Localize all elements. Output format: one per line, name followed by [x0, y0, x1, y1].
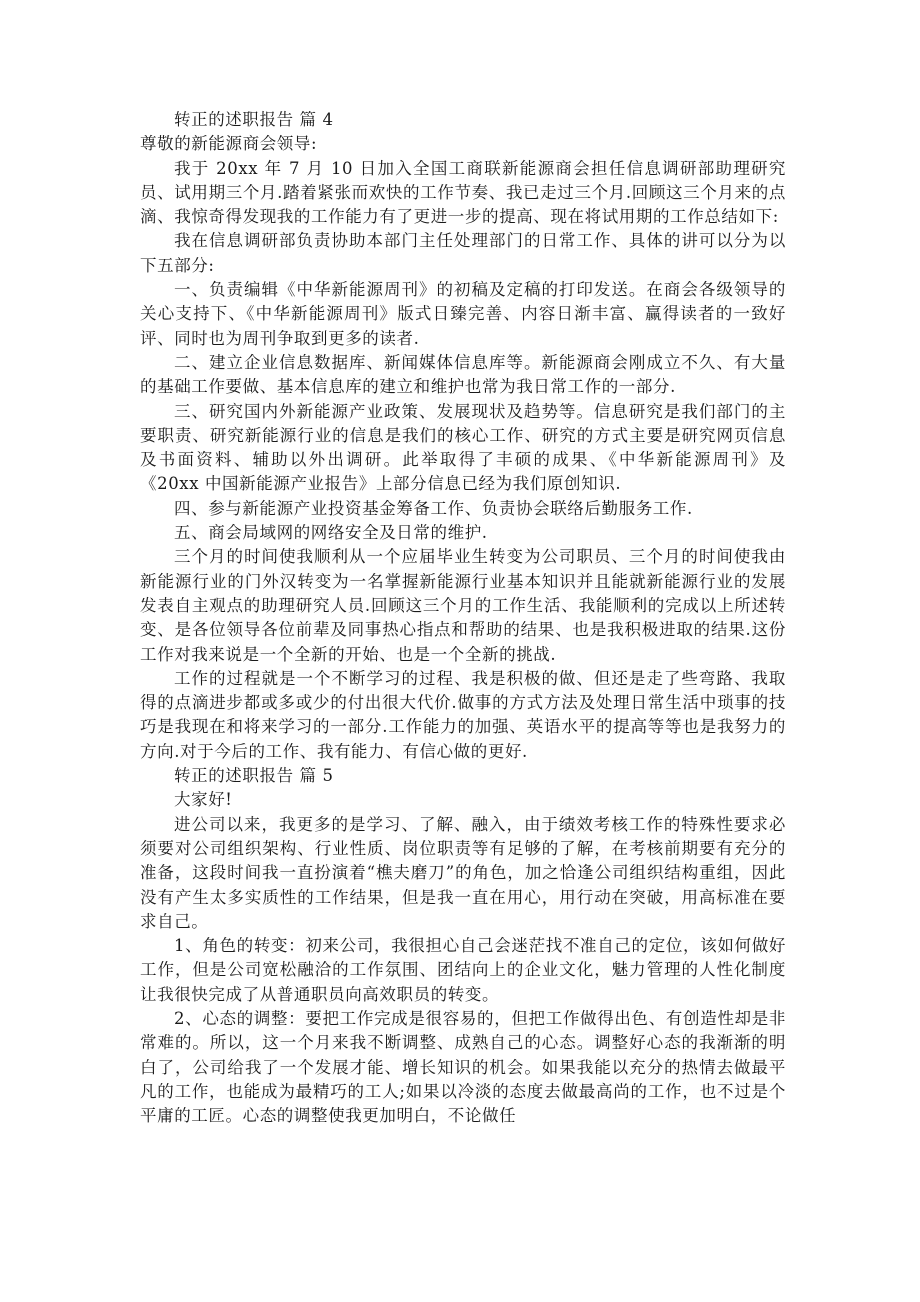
paragraph: 我于 20xx 年 7 月 10 日加入全国工商联新能源商会担任信息调研部助理研究员、试用期三个月.踏着紧张而欢快的工作节奏、我已走过三个月.回顾这三个月来的点滴、我惊奇得发现我的工作能力有了更进一步的提高、现在将试用期的工作总结如下:: [140, 158, 786, 227]
section-5-title: 转正的述职报告 篇 5: [174, 766, 334, 786]
paragraph: 三个月的时间使我顺利从一个应届毕业生转变为公司职员、三个月的时间使我由新能源行业的门外汉转变为一名掌握新能源行业基本知识并且能就新能源行业的发展发表自主观点的助理研究人员.回顾这三个月的工作生活、我能顺利的完成以上所述转变、是各位领导各位前辈及同事热心指点和帮助的结果、也是我积极进取的结果.这份工作对我来说是一个全新的开始、也是一个全新的挑战.: [140, 547, 786, 664]
paragraph: 五、商会局域网的网络安全及日常的维护.: [174, 523, 488, 543]
paragraph: 二、建立企业信息数据库、新闻媒体信息库等。新能源商会刚成立不久、有大量的基础工作要做、基本信息库的建立和维护也常为我日常工作的一部分.: [140, 352, 786, 397]
section-5-salutation: 大家好!: [174, 790, 233, 810]
paragraph: 2、心态的调整：要把工作完成是很容易的，但把工作做得出色、有创造性却是非常难的。所以，这一个月来我不断调整、成熟自己的心态。调整好心态的我渐渐的明白了，公司给我了一个发展才能、增长知识的机会。如果我能以充分的热情去做最平凡的工作，也能成为最精巧的工人;如果以冷淡的态度去做最高尚的工作，也不过是个平庸的工匠。心态的调整使我更加明白，不论做任: [140, 1008, 786, 1126]
paragraph: 一、负责编辑《中华新能源周刊》的初稿及定稿的打印发送。在商会各级领导的关心支持下、《中华新能源周刊》版式日臻完善、内容日渐丰富、赢得读者的一致好评、同时也为周刊争取到更多的读者.: [140, 280, 786, 348]
paragraph: 三、研究国内外新能源产业政策、发展现状及趋势等。信息研究是我们部门的主要职责、研究新能源行业的信息是我们的核心工作、研究的方式主要是研究网页信息及书面资料、辅助以外出调研。此举取得了丰硕的成果、《中华新能源周刊》及《20xx 中国新能源产业报告》上部分信息已经为我们原创知识.: [140, 401, 786, 494]
section-4-title: 转正的述职报告 篇 4: [174, 110, 334, 129]
paragraph: 四、参与新能源产业投资基金筹备工作、负责协会联络后勤服务工作.: [174, 498, 693, 518]
document-page: [140, 108, 786, 1128]
paragraph: 1、角色的转变：初来公司，我很担心自己会迷茫找不准自己的定位，该如何做好工作，但是公司宽松融洽的工作氛围、团结向上的企业文化，魅力管理的人性化制度让我很快完成了从普通职员向高效职员的转变。: [140, 936, 786, 1004]
paragraph: 我在信息调研部负责协助本部门主任处理部门的日常工作、具体的讲可以分为以下五部分:: [140, 231, 786, 275]
paragraph: 进公司以来，我更多的是学习、了解、融入，由于绩效考核工作的特殊性要求必须要对公司组织架构、行业性质、岗位职责等有足够的了解，在考核前期要有充分的准备，这段时间我一直扮演着“樵夫磨刀”的角色，加之恰逢公司组织结构重组，因此没有产生太多实质性的工作结果，但是我一直在用心，用行动在突破，用高标准在要求自己。: [140, 814, 786, 931]
section-4-salutation: 尊敬的新能源商会领导:: [140, 134, 318, 154]
paragraph: 工作的过程就是一个不断学习的过程、我是积极的做、但还是走了些弯路、我取得的点滴进步都或多或少的付出很大代价.做事的方式方法及处理日常生活中琐事的技巧是我现在和将来学习的一部分.工作能力的加强、英语水平的提高等等也是我努力的方向.对于今后的工作、我有能力、有信心做的更好.: [140, 668, 786, 761]
